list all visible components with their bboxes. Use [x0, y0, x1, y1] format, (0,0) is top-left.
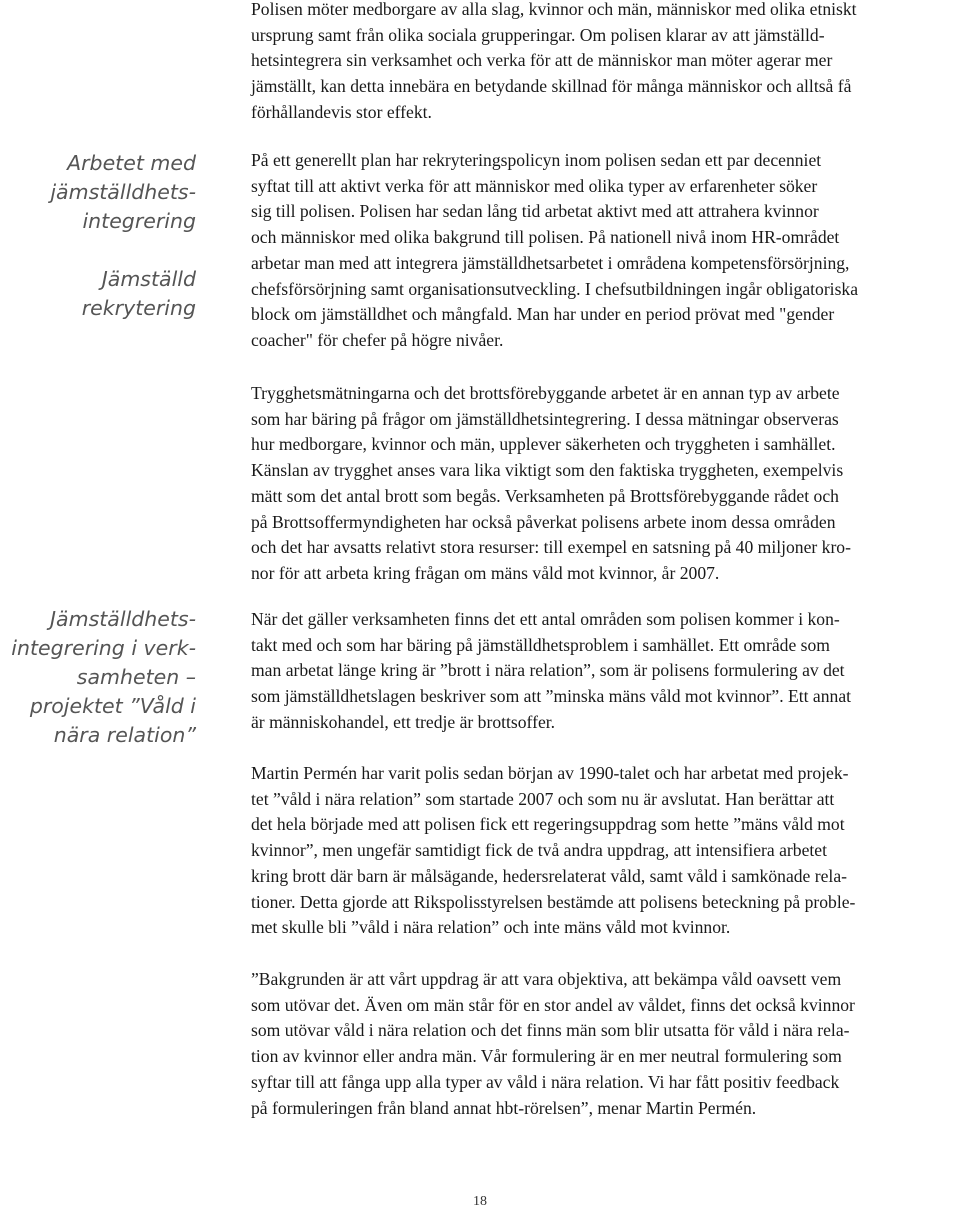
paragraph-operations [251, 607, 960, 736]
text-line: arbetar man med att integrera jämställdhetsarbetet i områdena kompetensförsörjning, [251, 252, 850, 273]
text-line: kring brott där barn är målsägande, hedersrelaterat våld, samt våld i samkönade rela- [251, 865, 847, 886]
side-heading-gender-mainstreaming-work [0, 149, 196, 323]
text-line: tet ”våld i nära relation” som startade 2007 och som nu är avslutat. Han berättar att [251, 788, 835, 809]
text-line: coacher" för chefer på högre nivåer. [251, 329, 504, 350]
text-line: ursprung samt från olika sociala grupperingar. Om polisen klarar av att jämställd- [251, 24, 825, 45]
text-line: nor för att arbeta kring frågan om mäns våld mot kvinnor, år 2007. [251, 562, 720, 583]
text-line: man arbetat länge kring är ”brott i nära relation”, som är polisens formulering av det [251, 660, 845, 681]
text-line: som jämställdhetslagen beskriver som att ”minska mäns våld mot kvinnor”. Ett annat [251, 686, 852, 707]
text-line: När det gäller verksamheten finns det ett antal områden som polisen kommer i kon- [251, 609, 840, 629]
side-heading-line: samheten – [76, 665, 196, 689]
text-line: Martin Permén har varit polis sedan början av 1990-talet och har arbetat med projek- [251, 763, 849, 783]
text-line: mätt som det antal brott som begås. Verksamheten på Brottsförebyggande rådet och [251, 485, 839, 506]
side-heading-line: rekrytering [81, 296, 196, 320]
text-line: tioner. Detta gjorde att Rikspolisstyrelsen bestämde att polisens beteckning på proble- [251, 891, 856, 912]
text-line: det hela började med att polisen fick ett regeringsuppdrag som hette ”mäns våld mot [251, 814, 845, 835]
side-heading-line: projektet ”Våld i [29, 694, 196, 718]
text-line: hur medborgare, kvinnor och män, upplever säkerheten och tryggheten i samhället. [251, 434, 836, 455]
side-heading-line: nära relation” [53, 723, 196, 747]
paragraph-quote [251, 967, 960, 1121]
text-line: met skulle bli ”våld i nära relation” och inte mäns våld mot kvinnor. [251, 917, 731, 938]
text-line: och människor med olika bakgrund till polisen. På nationell nivå inom HR-området [251, 227, 840, 248]
text-line: Trygghetsmätningarna och det brottsförebyggande arbetet är en annan typ av arbete [251, 383, 840, 403]
text-line: på formuleringen från bland annat hbt-rörelsen”, menar Martin Permén. [251, 1097, 757, 1118]
text-line: jämställt, kan detta innebära en betydande skillnad för många människor och alltså få [251, 76, 852, 97]
side-heading-line: integrering i verk- [11, 636, 196, 660]
text-line: kvinnor”, men ungefär samtidigt fick de två andra uppdrag, att intensifiera arbetet [251, 840, 827, 861]
text-line: på Brottsoffermyndigheten har också påverkat polisens arbete inom dessa områden [251, 511, 836, 532]
side-heading-line: jämställdhets- [50, 180, 196, 204]
side-heading-line: Arbetet med [67, 151, 196, 175]
text-line: hetsintegrera sin verksamhet och verka för att de människor man möter agerar mer [251, 50, 833, 71]
paragraph-safety-surveys [251, 381, 960, 587]
text-line: takt med och som har bäring på jämställdhetsproblem i samhället. Ett område som [251, 634, 830, 655]
side-heading-line: Jämställd [101, 267, 196, 291]
side-heading-line: integrering [82, 209, 196, 233]
text-line: som utövar våld i nära relation och det finns män som blir utsatta för våld i nära rela- [251, 1020, 850, 1041]
page-number: 18 [473, 1194, 487, 1209]
text-line: block om jämställdhet och mångfald. Man har under en period prövat med "gender [251, 304, 835, 325]
text-line: är människohandel, ett tredje är brottsoffer. [251, 711, 556, 732]
text-line: ”Bakgrunden är att vårt uppdrag är att vara objektiva, att bekämpa våld oavsett vem [251, 969, 842, 989]
text-line: syftar till att fånga upp alla typer av våld i nära relation. Vi har fått positiv feedback [251, 1071, 840, 1092]
side-heading-project-violence [0, 605, 196, 750]
text-line: tion av kvinnor eller andra män. Vår formulering är en mer neutral formulering som [251, 1046, 842, 1067]
paragraph-martin-permen [251, 761, 960, 941]
text-line: chefsförsörjning samt organisationsutveckling. I chefsutbildningen ingår obligatoriska [251, 278, 859, 299]
text-line: som har bäring på frågor om jämställdhetsintegrering. I dessa mätningar observeras [251, 408, 839, 429]
text-line: och det har avsatts relativt stora resurser: till exempel en satsning på 40 miljoner kro- [251, 537, 851, 558]
text-line: som utövar det. Även om män står för en stor andel av våldet, finns det också kvinnor [251, 994, 855, 1015]
text-line: syftat till att aktivt verka för att människor med olika typer av erfarenheter söker [251, 175, 818, 196]
paragraph-intro [251, 0, 960, 126]
text-line: På ett generellt plan har rekryteringspolicyn inom polisen sedan ett par decenniet [251, 150, 822, 170]
side-heading-line: Jämställdhets- [50, 607, 196, 631]
text-line: förhållandevis stor effekt. [251, 101, 432, 122]
text-line: Polisen möter medborgare av alla slag, kvinnor och män, människor med olika etniskt [251, 0, 857, 19]
text-line: sig till polisen. Polisen har sedan lång tid arbetat aktivt med att attrahera kvinnor [251, 201, 819, 222]
paragraph-recruitment [251, 148, 960, 354]
text-line: Känslan av trygghet anses vara lika viktigt som den faktiska tryggheten, exempelvis [251, 460, 844, 481]
